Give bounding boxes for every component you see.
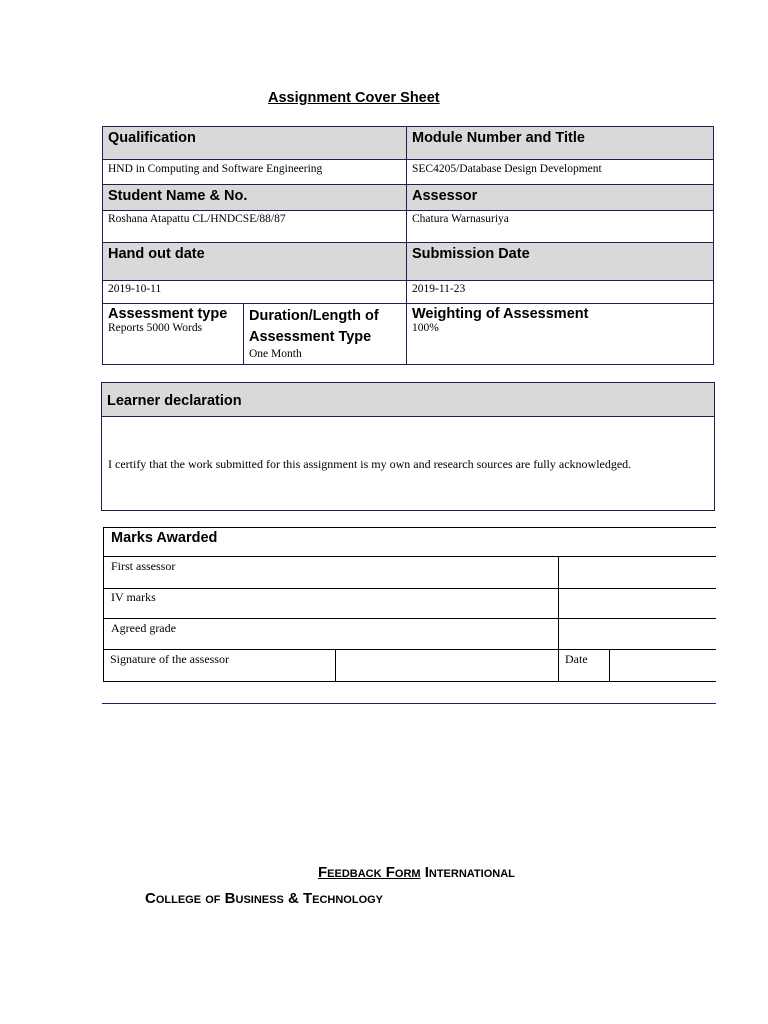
duration-label-2: Assessment Type (249, 329, 372, 345)
marks-table (103, 527, 716, 682)
international-text: International (420, 864, 515, 881)
feedback-form-text: Feedback Form (318, 864, 421, 881)
submission-label: Submission Date (406, 242, 714, 281)
module-label: Module Number and Title (406, 126, 714, 160)
handout-value: 2019-10-11 (102, 280, 407, 304)
signature-label: Signature of the assessor (110, 652, 229, 666)
assessment-type-value: Reports 5000 Words (108, 322, 203, 334)
assessor-label: Assessor (406, 184, 714, 211)
footer-line-1 (318, 864, 515, 881)
weighting-value: 100% (412, 322, 439, 334)
student-value: Roshana Atapattu CL/HNDCSE/88/87 (102, 210, 407, 243)
agreed-grade-label: Agreed grade (111, 621, 176, 635)
weighting-cell (406, 303, 714, 365)
learner-declaration-box (101, 382, 715, 511)
assessor-value: Chatura Warnasuriya (406, 210, 714, 243)
first-assessor-label: First assessor (111, 559, 176, 573)
qualification-label: Qualification (102, 126, 407, 160)
divider (102, 703, 716, 704)
assessment-type-label: Assessment type (108, 306, 228, 322)
submission-value: 2019-11-23 (406, 280, 714, 304)
duration-label-1: Duration/Length of (249, 308, 379, 324)
duration-value: One Month (249, 348, 302, 360)
learner-declaration-heading: Learner declaration (102, 383, 714, 417)
learner-declaration-text: I certify that the work submitted for this assignment is my own and research sources are fully acknowledged. (108, 457, 632, 471)
iv-marks-label: IV marks (111, 590, 156, 604)
duration-cell (243, 303, 407, 365)
marks-heading: Marks Awarded (111, 530, 218, 546)
qualification-value: HND in Computing and Software Engineering (102, 159, 407, 185)
footer-line-2: College of Business & Technology (145, 890, 384, 907)
module-value: SEC4205/Database Design Development (406, 159, 714, 185)
handout-label: Hand out date (102, 242, 407, 281)
date-label: Date (565, 652, 588, 666)
student-label: Student Name & No. (102, 184, 407, 211)
assessment-type-cell (102, 303, 244, 365)
weighting-label: Weighting of Assessment (412, 306, 589, 322)
document-title: Assignment Cover Sheet (268, 90, 440, 106)
